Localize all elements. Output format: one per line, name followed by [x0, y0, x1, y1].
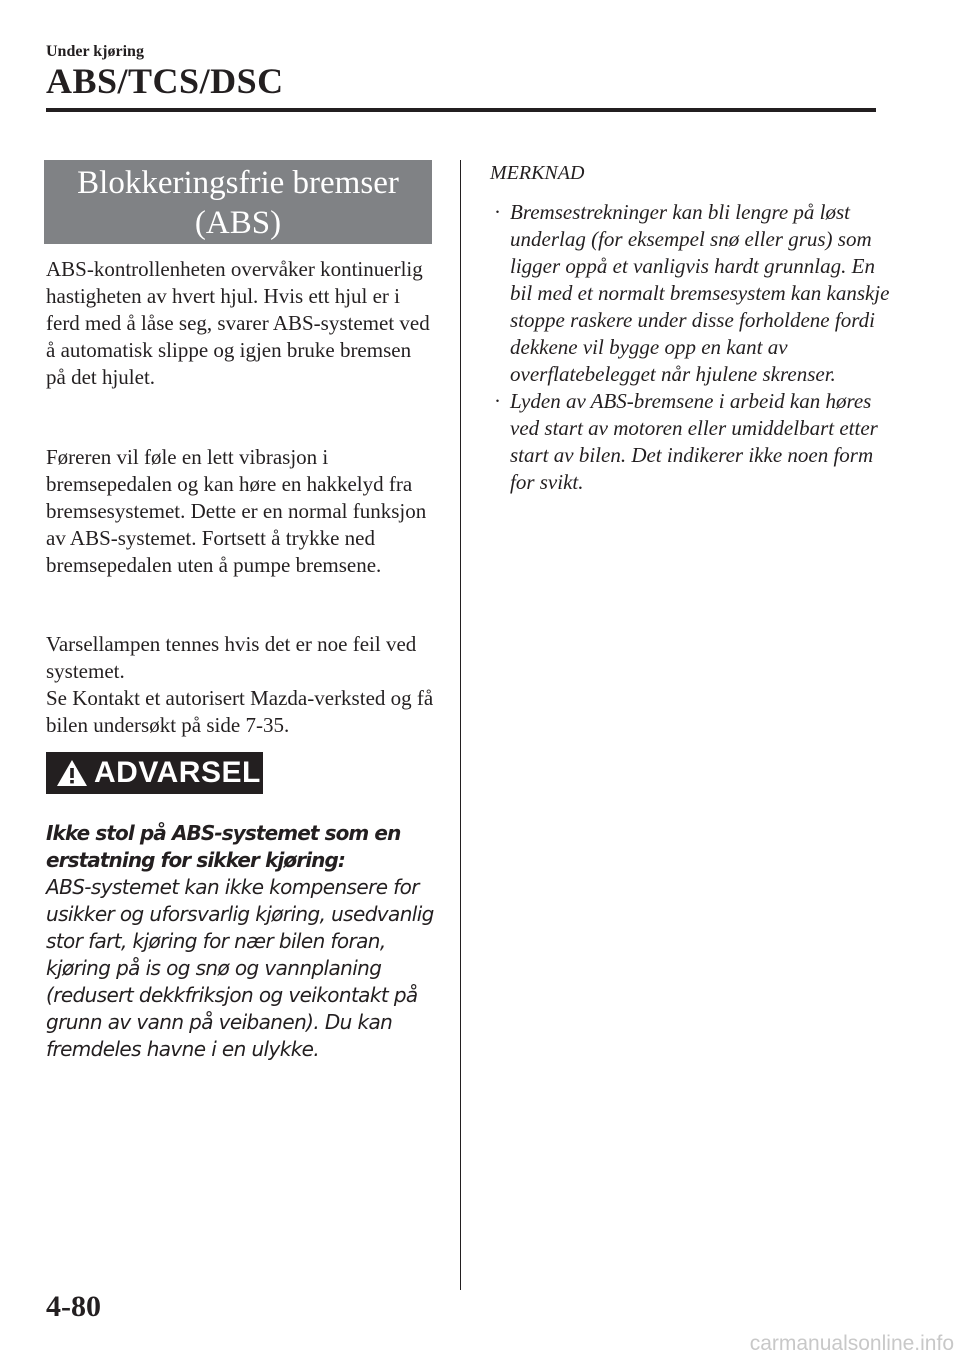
- note-item-text: Lyden av ABS-bremsene i arbeid kan høres ved start av motoren eller umiddelbart etter start av bilen. Det indikerer ikke noen form for svikt.: [510, 389, 878, 494]
- note-item: [490, 199, 890, 388]
- note-item: [490, 388, 890, 496]
- body-paragraph-3-line2: Se Kontakt et autorisert Mazda-verksted og få bilen undersøkt på side 7-35.: [46, 686, 434, 737]
- bullet-icon: ·: [494, 200, 501, 224]
- watermark: carmanualsonline.info: [749, 1332, 954, 1355]
- body-paragraph-1: ABS-kontrollenheten overvåker kontinuerlig hastigheten av hvert hjul. Hvis ett hjul er i ferd med å låse seg, svarer ABS-systemet ved å automatisk slippe og igjen bruke bremsen på det hjulet.: [46, 257, 430, 389]
- bullet-icon: ·: [494, 389, 501, 413]
- note-list: [490, 199, 890, 496]
- body-paragraph-3-line1: Varsellampen tennes hvis det er noe feil ved systemet.: [46, 632, 417, 683]
- column-divider: [460, 160, 461, 1290]
- topic-heading-line1: Blokkeringsfrie bremser: [77, 165, 399, 201]
- warning-body-text: ABS-systemet kan ikke kompensere for usikker og uforsvarlig kjøring, usedvanlig stor fart, kjøring for nær bilen foran, kjøring på is og snø og vannplaning (redusert dekkfriksjon og veikontakt på grunn av vann på veibanen). Du kan fremdeles havne i en ulykke.: [46, 875, 434, 1061]
- header-divider: [46, 108, 876, 112]
- section-label: Under kjøring: [46, 43, 144, 60]
- section-title: ABS/TCS/DSC: [46, 61, 284, 101]
- topic-heading: [44, 160, 432, 244]
- body-paragraph-2: Føreren vil føle en lett vibrasjon i bremsepedalen og kan høre en hakkelyd fra bremsesystemet. Dette er en normal funksjon av ABS-systemet. Fortsett å trykke ned bremsepedalen uten å pumpe bremsene.: [46, 445, 427, 577]
- warning-bold-text: Ikke stol på ABS-systemet som en erstatning for sikker kjøring:: [46, 821, 401, 872]
- topic-heading-line2: (ABS): [194, 205, 282, 241]
- note-item-text: Bremsestrekninger kan bli lengre på løst underlag (for eksempel snø eller grus) som ligger oppå et vanligvis hardt grunnlag. En bil med et normalt bremsesystem kan kanskje stoppe raskere under disse forholdene fordi dekkene vil bygge opp en kant av overflatebelegget når hjulene skrenser.: [510, 200, 890, 386]
- warning-text-block: [46, 820, 441, 1063]
- warning-label: ADVARSEL: [94, 756, 261, 789]
- note-heading: MERKNAD: [490, 162, 585, 184]
- body-paragraph-3: [46, 631, 436, 739]
- warning-banner: [46, 752, 263, 794]
- warning-triangle-icon: [56, 758, 88, 788]
- page-number: 4-80: [46, 1290, 101, 1323]
